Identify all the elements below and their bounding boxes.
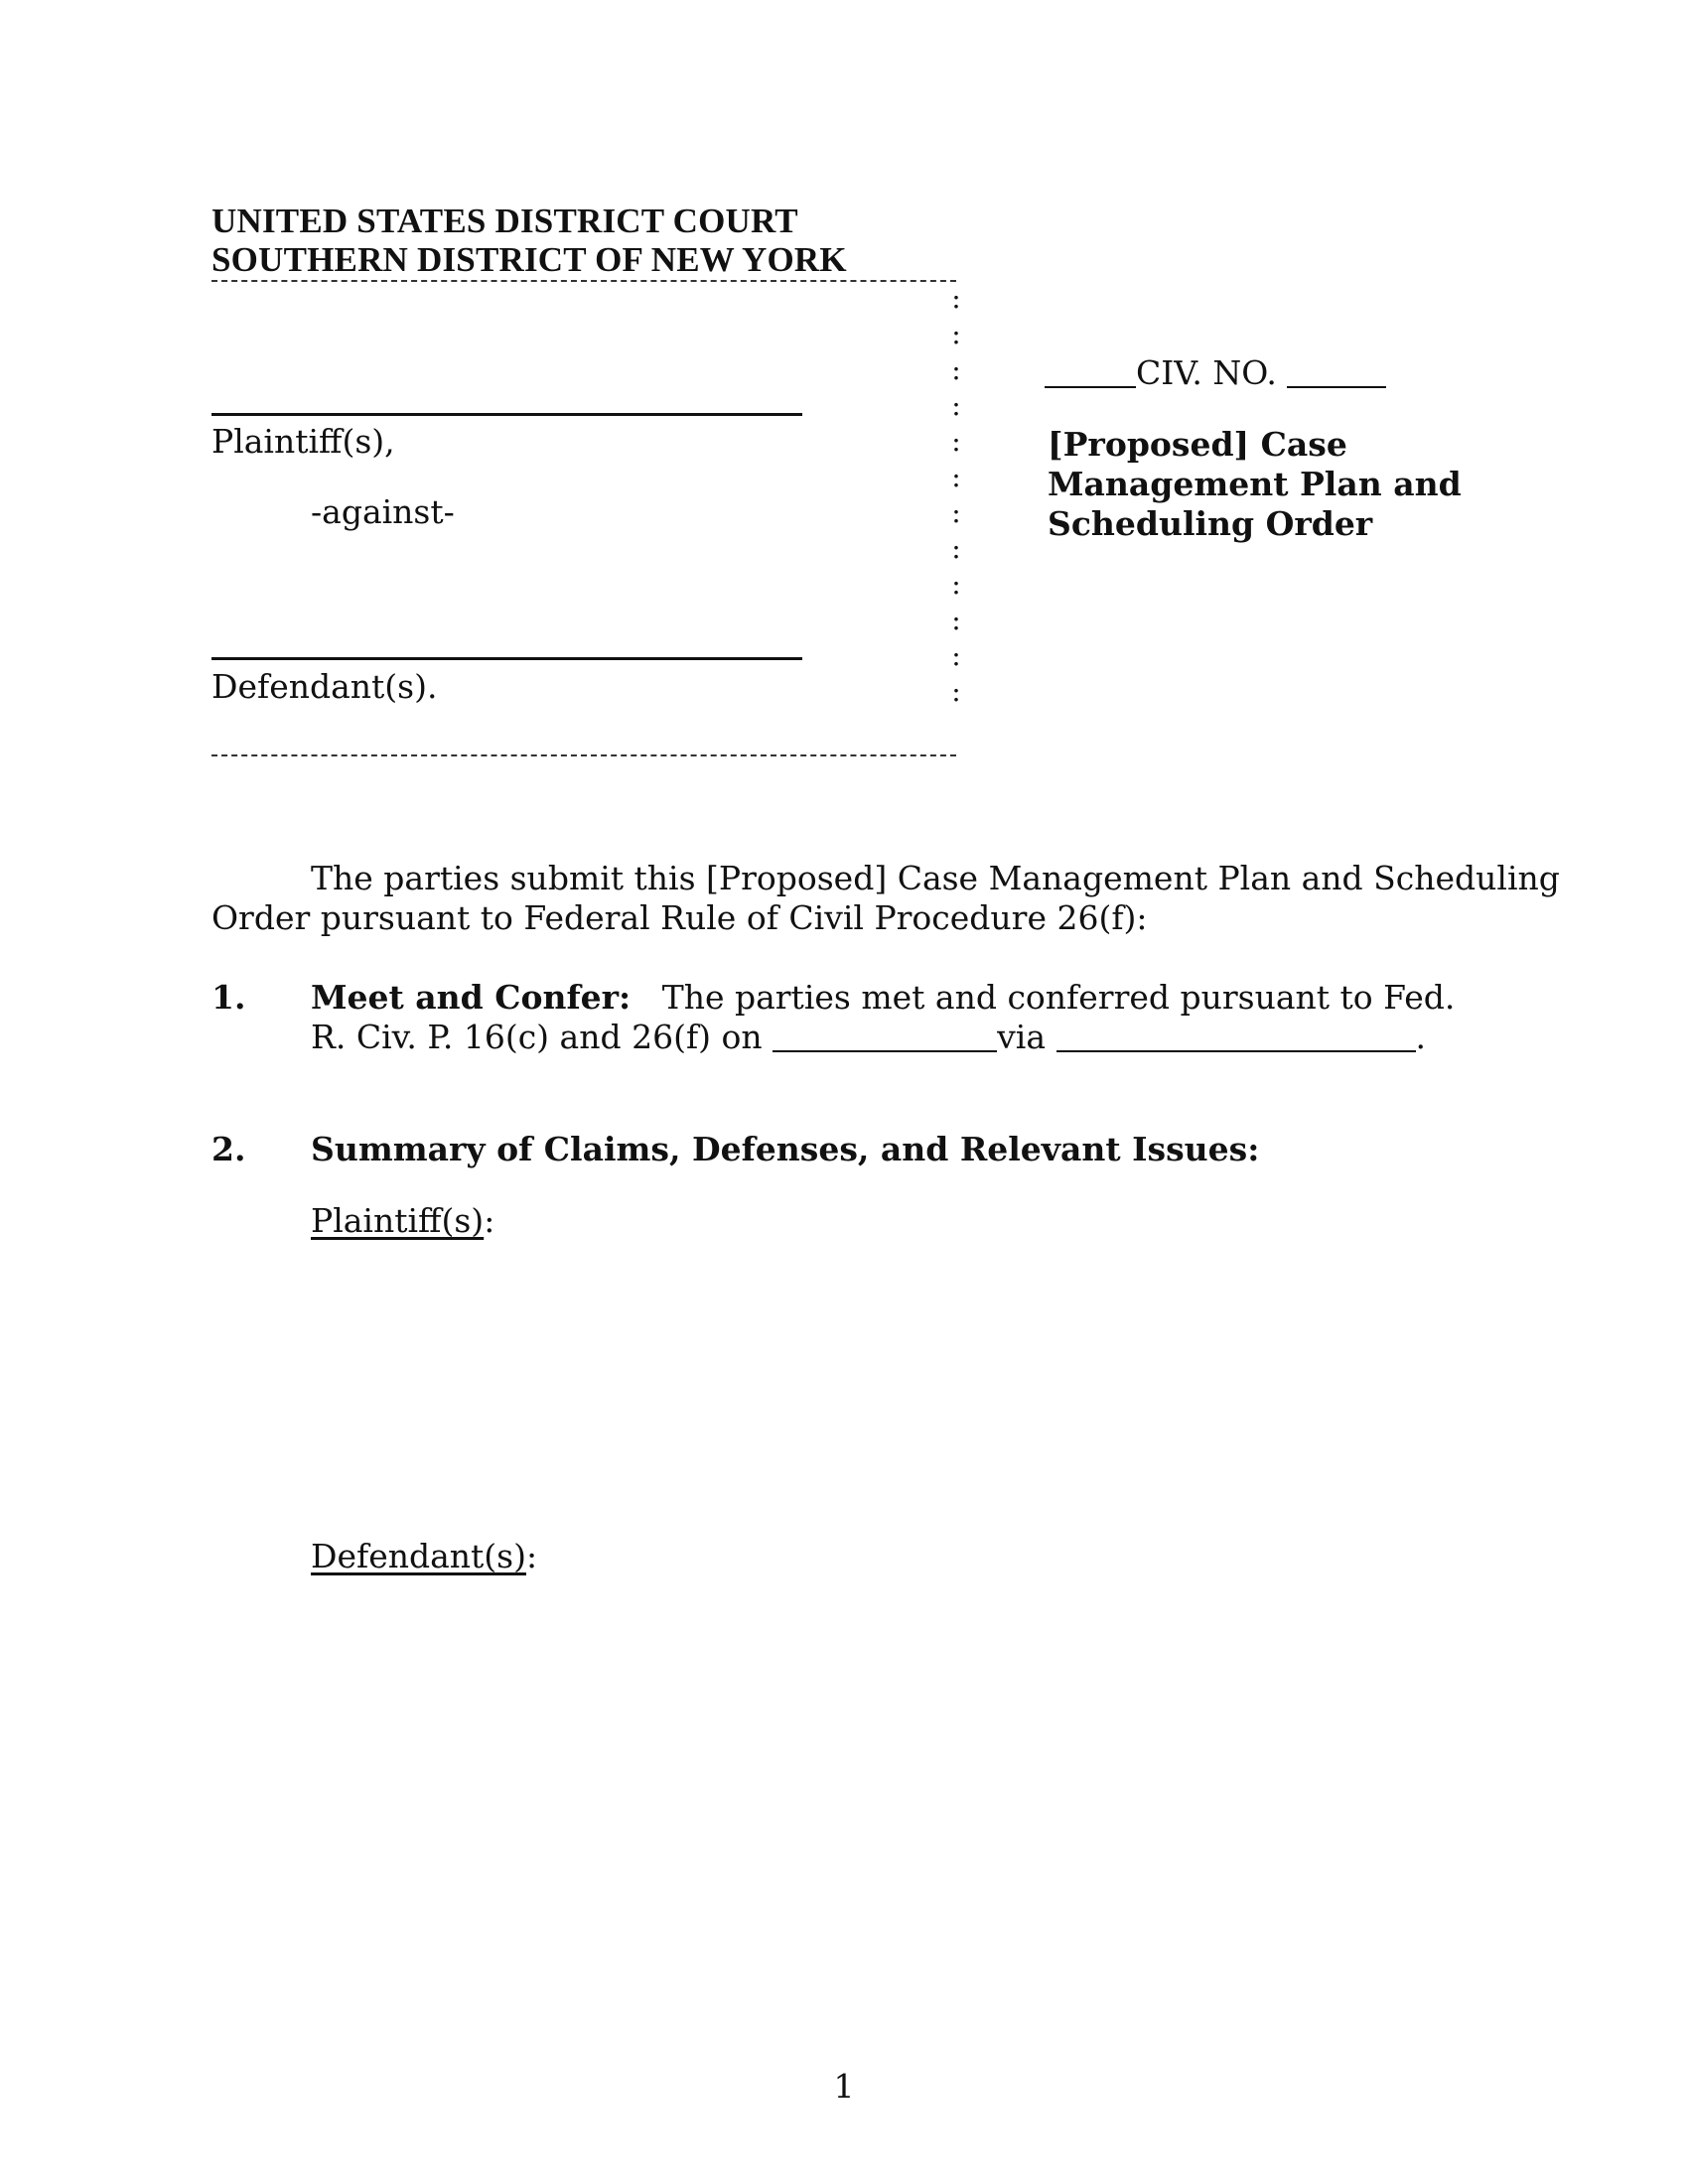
caption-colon: : bbox=[951, 639, 961, 672]
document-title-line: Scheduling Order bbox=[1048, 504, 1373, 543]
document-title-line: Management Plan and bbox=[1048, 465, 1462, 503]
against-label: -against- bbox=[311, 492, 455, 531]
section-1-line-2 bbox=[311, 1018, 1426, 1057]
civ-no-prefix-blank[interactable] bbox=[1045, 356, 1136, 388]
defendant-label: Defendant(s). bbox=[211, 667, 438, 706]
document-title-line: [Proposed] Case bbox=[1048, 425, 1347, 464]
section-1-rule-text: R. Civ. P. 16(c) and 26(f) on bbox=[311, 1018, 763, 1056]
intro-line-1: The parties submit this [Proposed] Case Management Plan and Scheduling bbox=[311, 859, 1560, 897]
defendant-summary-label bbox=[311, 1537, 537, 1576]
caption-bottom-divider bbox=[211, 754, 956, 756]
caption-colon: : bbox=[951, 318, 961, 350]
court-district: SOUTHERN DISTRICT OF NEW YORK bbox=[211, 240, 847, 279]
caption-colon-column bbox=[949, 281, 963, 710]
section-2-heading: Summary of Claims, Defenses, and Relevant Issues: bbox=[311, 1130, 1260, 1168]
document-title bbox=[1048, 425, 1465, 544]
caption-colon: : bbox=[951, 496, 961, 529]
caption-colon: : bbox=[951, 389, 961, 422]
intro-line-2: Order pursuant to Federal Rule of Civil Procedure 26(f): bbox=[211, 898, 1148, 937]
section-1-number: 1. bbox=[211, 978, 246, 1017]
plaintiff-summary-heading: Plaintiff(s) bbox=[311, 1201, 485, 1240]
civ-no-number-blank[interactable] bbox=[1287, 356, 1386, 388]
caption-top-divider bbox=[211, 280, 956, 282]
caption-colon: : bbox=[951, 353, 961, 386]
meet-date-blank[interactable] bbox=[773, 1021, 997, 1052]
section-2-number: 2. bbox=[211, 1130, 246, 1168]
caption-colon: : bbox=[951, 568, 961, 601]
caption-colon: : bbox=[951, 461, 961, 493]
caption-colon: : bbox=[951, 425, 961, 458]
page-number: 1 bbox=[833, 2067, 855, 2106]
section-1-line-1 bbox=[311, 978, 1455, 1018]
section-1-text: The parties met and conferred pursuant to Fed. bbox=[661, 978, 1456, 1017]
defendant-summary-colon: : bbox=[525, 1537, 538, 1575]
defendant-name-line[interactable] bbox=[211, 657, 802, 660]
meet-method-blank[interactable] bbox=[1056, 1021, 1416, 1052]
caption-colon: : bbox=[951, 604, 961, 636]
plaintiff-name-line[interactable] bbox=[211, 413, 802, 416]
caption-colon: : bbox=[951, 532, 961, 565]
defendant-summary-heading: Defendant(s) bbox=[311, 1537, 526, 1575]
civ-no-label: CIV. NO. bbox=[1136, 353, 1277, 392]
plaintiff-summary-label bbox=[311, 1201, 494, 1241]
plaintiff-label: Plaintiff(s), bbox=[211, 422, 395, 461]
section-1-heading: Meet and Confer: bbox=[311, 978, 632, 1017]
civ-no-line bbox=[1045, 353, 1386, 393]
court-name: UNITED STATES DISTRICT COURT bbox=[211, 202, 798, 240]
plaintiff-summary-colon: : bbox=[484, 1201, 495, 1240]
section-1-period: . bbox=[1415, 1018, 1427, 1056]
caption-colon: : bbox=[951, 675, 961, 708]
section-1-via: via bbox=[997, 1018, 1047, 1056]
caption-colon: : bbox=[951, 282, 961, 315]
